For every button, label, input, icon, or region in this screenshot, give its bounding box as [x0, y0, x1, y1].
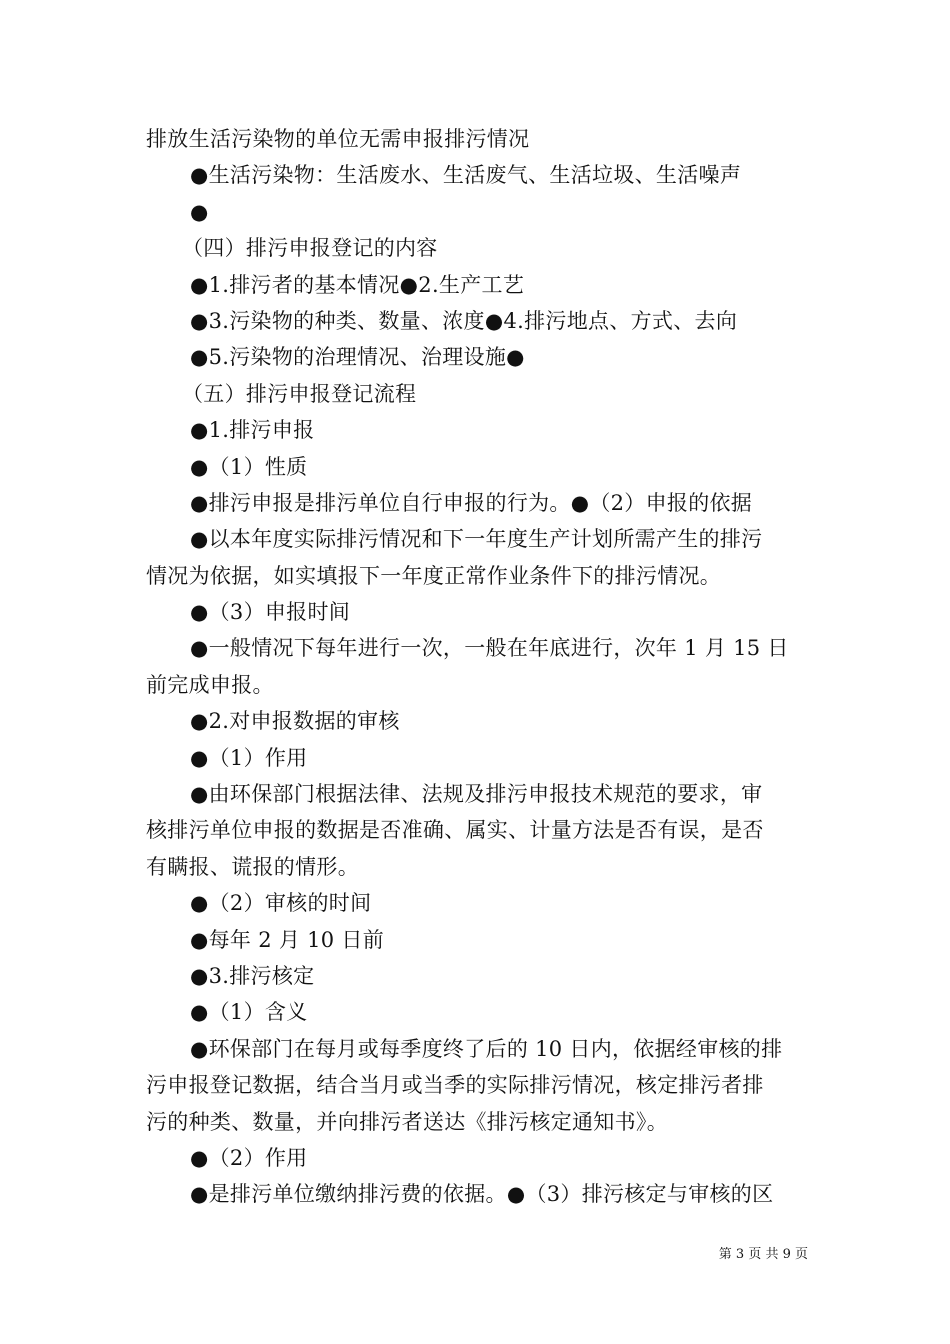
text-line: ●（1）性质 [190, 454, 308, 479]
text-line: ● [190, 199, 209, 224]
page-number: 第 3 页 共 9 页 [718, 1247, 808, 1262]
text-line: 排放生活污染物的单位无需申报排污情况 [146, 127, 530, 151]
text-line: ●（2）审核的时间 [190, 891, 372, 916]
text-line: ●（2）作用 [190, 1145, 308, 1170]
text-line: ●3.污染物的种类、数量、浓度●4.排污地点、方式、去向 [190, 308, 738, 333]
text-line: 有瞒报、谎报的情形。 [146, 854, 359, 879]
text-line: 情况为依据，如实填报下一年度正常作业条件下的排污情况。 [146, 563, 722, 588]
text-line: ●（1）含义 [190, 1000, 308, 1025]
text-line: ●生活污染物：生活废水、生活废气、生活垃圾、生活噪声 [190, 163, 742, 188]
text-line: ●是排污单位缴纳排污费的依据。●（3）排污核定与审核的区 [190, 1182, 774, 1207]
document-body [146, 121, 808, 1213]
text-line: 核排污单位申报的数据是否准确、属实、计量方法是否有误，是否 [146, 818, 764, 843]
text-line: ●1.排污者的基本情况●2.生产工艺 [190, 272, 525, 297]
text-line: ●3.排污核定 [190, 963, 315, 988]
text-line: ●每年 2 月 10 日前 [190, 927, 385, 952]
text-line: ●一般情况下每年进行一次，一般在年底进行，次年 1 月 15 日 [190, 636, 789, 661]
text-line: ●（1）作用 [190, 745, 308, 770]
section-heading: （四）排污申报登记的内容 [182, 236, 438, 261]
text-line: ●由环保部门根据法律、法规及排污申报技术规范的要求，审 [190, 782, 763, 807]
text-line: ●环保部门在每月或每季度终了后的 10 日内，依据经审核的排 [190, 1036, 783, 1061]
text-line: ●1.排污申报 [190, 418, 315, 443]
text-line: ●以本年度实际排污情况和下一年度生产计划所需产生的排污 [190, 527, 763, 552]
section-heading: （五）排污申报登记流程 [182, 381, 417, 406]
text-line: 污的种类、数量，并向排污者送达《排污核定通知书》。 [146, 1109, 668, 1134]
text-line: 前完成申报。 [146, 672, 274, 697]
text-line: ●（3）申报时间 [190, 600, 351, 625]
text-line: ●排污申报是排污单位自行申报的行为。●（2）申报的依据 [190, 490, 753, 515]
text-line: ●5.污染物的治理情况、治理设施● [190, 345, 525, 370]
text-line: ●2.对申报数据的审核 [190, 709, 400, 734]
text-line: 污申报登记数据，结合当月或当季的实际排污情况，核定排污者排 [146, 1073, 764, 1098]
